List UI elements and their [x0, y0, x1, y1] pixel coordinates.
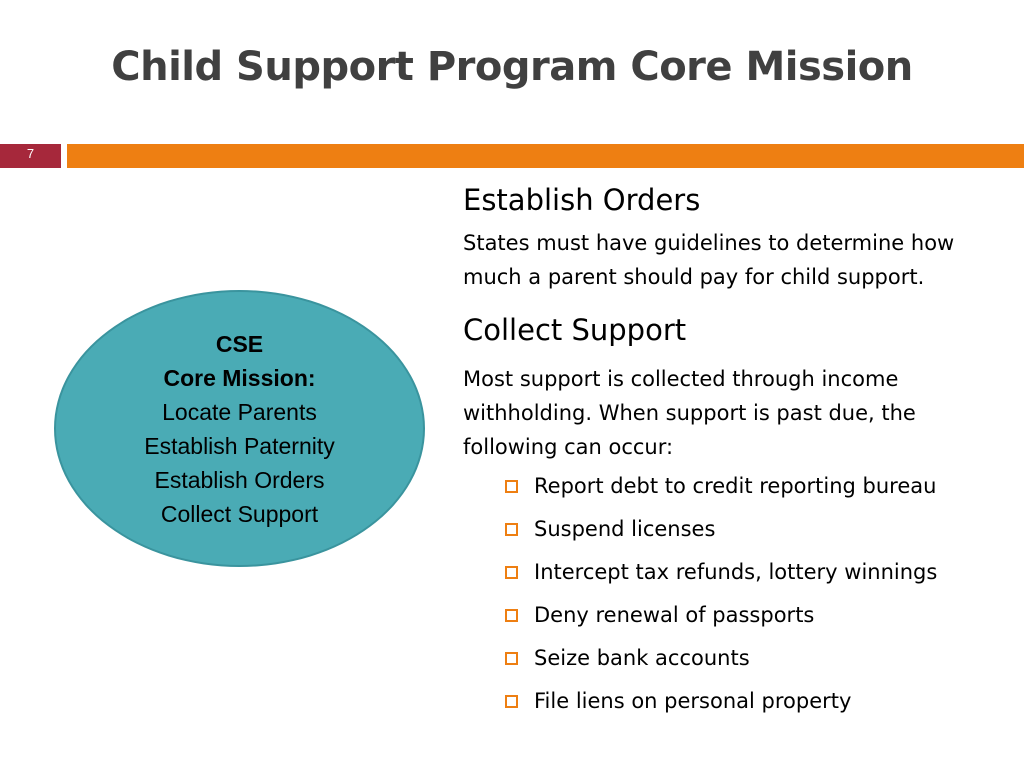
content-area	[463, 180, 1013, 730]
hollow-square-bullet-icon	[505, 609, 518, 622]
core-mission-ellipse	[54, 290, 425, 567]
list-item	[505, 558, 1013, 586]
paragraph-establish-orders: States must have guidelines to determine how much a parent should pay for child support.	[463, 231, 955, 289]
hollow-square-bullet-icon	[505, 566, 518, 579]
ellipse-line-cse: CSE	[215, 330, 264, 357]
slide-title: Child Support Program Core Mission	[111, 44, 913, 90]
title-rule-bar	[67, 144, 1024, 168]
ellipse-line-establish-paternity: Establish Paternity	[144, 432, 335, 459]
ellipse-line-collect-support: Collect Support	[160, 500, 319, 527]
ellipse-line-locate-parents: Locate Parents	[162, 398, 317, 425]
list-item-label: Suspend licenses	[534, 517, 716, 541]
enforcement-bullet-list	[463, 472, 1013, 715]
list-item	[505, 472, 1013, 500]
list-item-label: Report debt to credit reporting bureau	[534, 474, 937, 498]
list-item	[505, 644, 1013, 672]
hollow-square-bullet-icon	[505, 695, 518, 708]
heading-establish-orders: Establish Orders	[463, 183, 701, 217]
heading-collect-support: Collect Support	[463, 313, 687, 347]
paragraph-collect-support: Most support is collected through income withholding. When support is past due, the following can occur:	[463, 367, 916, 459]
list-item-label: File liens on personal property	[534, 689, 852, 713]
hollow-square-bullet-icon	[505, 523, 518, 536]
list-item	[505, 687, 1013, 715]
ellipse-line-core-mission: Core Mission:	[163, 364, 316, 391]
list-item	[505, 515, 1013, 543]
list-item-label: Deny renewal of passports	[534, 603, 815, 627]
list-item-label: Intercept tax refunds, lottery winnings	[534, 560, 938, 584]
list-item-label: Seize bank accounts	[534, 646, 750, 670]
hollow-square-bullet-icon	[505, 652, 518, 665]
hollow-square-bullet-icon	[505, 480, 518, 493]
list-item	[505, 601, 1013, 629]
slide-number-badge: 7	[0, 144, 61, 168]
ellipse-line-establish-orders: Establish Orders	[154, 466, 325, 493]
